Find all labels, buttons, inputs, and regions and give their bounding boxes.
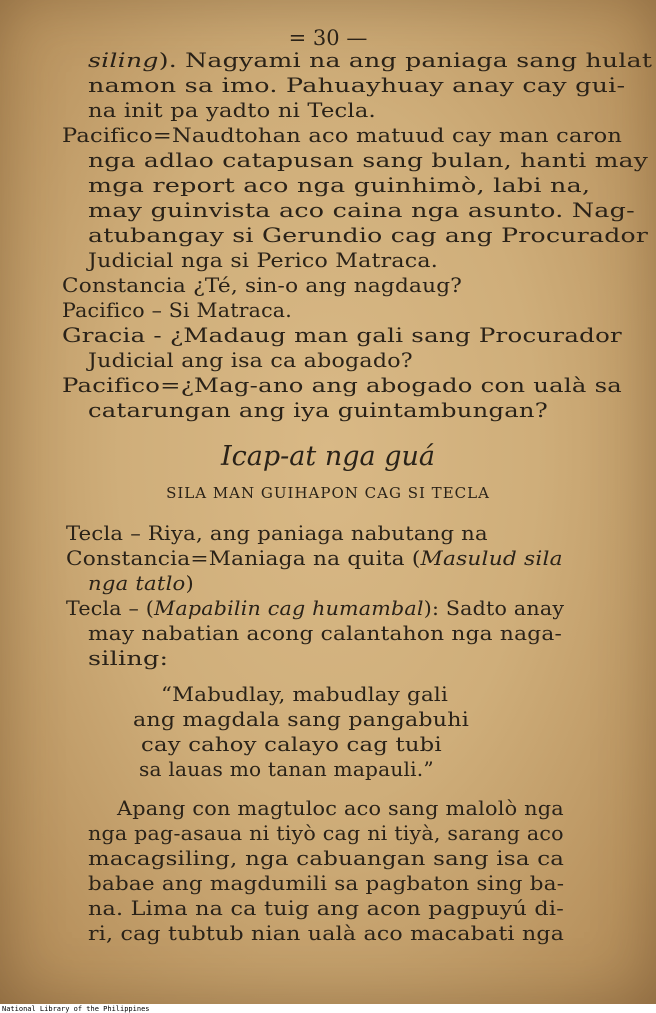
text-line (88, 921, 564, 946)
text-run: Tecla – ( (66, 597, 155, 620)
text-line (88, 896, 564, 921)
text-run: babae ang magdumili sa pagbaton sing ba- (88, 872, 565, 895)
text-line (88, 846, 564, 871)
text-line (88, 198, 635, 223)
text-run: Gracia - ¿Madaug man gali sang Procurador (62, 324, 623, 347)
text-run: namon sa imo. Pahuayhuay anay cay gui- (88, 74, 626, 97)
text-line (66, 596, 564, 621)
text-run: na init pa yadto ni Tecla. (88, 99, 376, 122)
text-line (133, 707, 469, 732)
text-line (62, 373, 622, 398)
text-run: Mapabilin cag humambal (154, 597, 424, 620)
text-run: Tecla – Riya, ang paniaga nabutang na (66, 522, 488, 545)
text-run: may guinvista aco caina nga asunto. Nag- (88, 199, 635, 222)
text-line (88, 98, 376, 123)
text-run: Judicial nga si Perico Matraca. (88, 249, 438, 272)
text-run: sa lauas mo tanan mapauli.” (139, 758, 434, 781)
text-line (88, 646, 168, 671)
text-line (88, 173, 590, 198)
text-line (66, 546, 563, 571)
text-line (141, 732, 442, 757)
text-run: ): Sadto anay (423, 597, 565, 620)
text-line (62, 323, 622, 348)
text-run: siling (88, 49, 159, 72)
text-run: ). Nagyami na ang paniaga sang hulat (158, 49, 653, 72)
library-credit: National Library of the Philippines (2, 1005, 150, 1013)
text-run: mga report aco nga guinhimò, labi na, (88, 174, 591, 197)
text-run: siling: (88, 647, 169, 670)
text-run: ) (185, 572, 194, 595)
text-line (88, 223, 648, 248)
text-run: Judicial ang isa ca abogado? (88, 349, 413, 372)
text-line (88, 73, 625, 98)
text-line (88, 821, 564, 846)
text-run: Pacifico – Si Matraca. (62, 299, 292, 322)
text-line (88, 148, 648, 173)
text-run: “Mabudlay, mabudlay gali (161, 683, 449, 706)
text-line (88, 398, 548, 423)
text-run: Pacifico=Naudtohan aco matuud cay man caron (62, 124, 623, 147)
text-run: Masulud sila (420, 547, 563, 570)
text-run: ri, cag tubtub nian ualà aco macabati nga (88, 922, 565, 945)
text-line (62, 123, 622, 148)
text-line (66, 521, 488, 546)
page-number: = 30 — (288, 26, 368, 50)
text-run: nga tatlo (88, 572, 186, 595)
text-run: Pacifico=¿Mag-ano ang abogado con ualà sa (62, 374, 623, 397)
text-run: Constancia=Maniaga na quita ( (66, 547, 421, 570)
text-run: na. Lima na ca tuig ang acon pagpuyú di- (88, 897, 564, 920)
text-run: nga adlao catapusan sang bulan, hanti may (88, 149, 649, 172)
text-line (88, 48, 652, 73)
text-run: cay cahoy calayo cag tubi (141, 733, 442, 756)
text-run: ang magdala sang pangabuhi (133, 708, 470, 731)
text-line (161, 682, 448, 707)
text-run: Constancia ¿Té, sin-o ang nagdaug? (62, 274, 463, 297)
text-line (88, 621, 562, 646)
text-line (88, 348, 413, 373)
text-line (117, 796, 564, 821)
text-run: atubangay si Gerundio cag ang Procurador (88, 224, 649, 247)
text-line (88, 248, 438, 273)
text-line (139, 757, 434, 782)
text-run: nga pag-asaua ni tiyò cag ni tiyà, sarang aco (88, 822, 564, 845)
text-line (62, 273, 462, 298)
text-line (62, 298, 292, 323)
text-run: Apang con magtuloc aco sang malolò nga (117, 797, 564, 820)
scene-heading: Icap-at nga guá (221, 441, 435, 472)
text-run: macagsiling, nga cabuangan sang isa ca (88, 847, 565, 870)
text-line (88, 871, 564, 896)
text-run: catarungan ang iya guintambungan? (88, 399, 549, 422)
text-line (88, 571, 194, 596)
scene-subheading: SILA MAN GUIHAPON CAG SI TECLA (166, 484, 490, 502)
text-run: may nabatian acong calantahon nga naga- (88, 622, 562, 645)
